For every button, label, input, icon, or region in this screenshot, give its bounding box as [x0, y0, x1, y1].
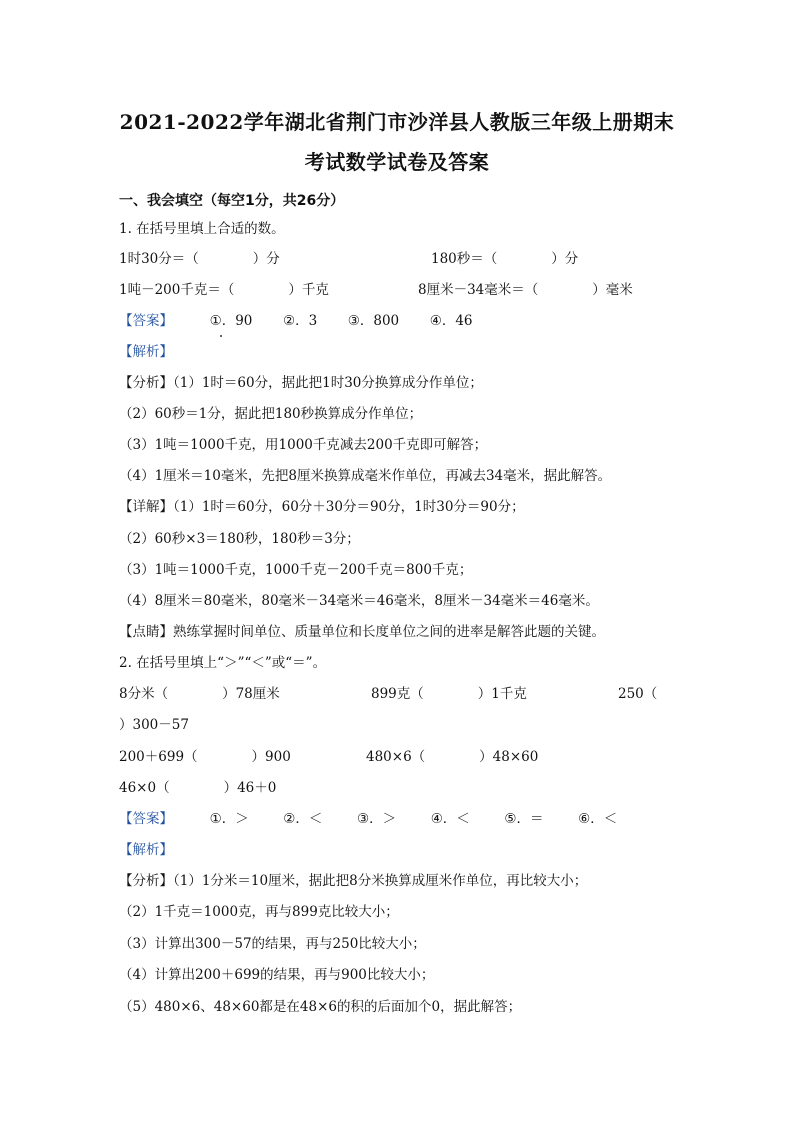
q2-item-5: 480×6（ ）48×60: [366, 749, 539, 765]
q2-answer-row: [119, 810, 617, 828]
answer-tag: 【答案】: [119, 313, 173, 329]
question-2-prompt: 2. 在括号里填上“＞”“＜”或“＝”。: [119, 655, 327, 671]
q1-fenxi-line-4: （4）1厘米＝10毫米，先把8厘米换算成毫米作单位，再减去34毫米，据此解答。: [119, 468, 612, 484]
q1-xiangjie-line-1: [119, 498, 525, 516]
q1-answer-1: ①．90: [209, 313, 253, 329]
q2-fenxi-line-3: （3）计算出300－57的结果，再与250比较大小；: [119, 936, 426, 952]
q1-answer-3: ③．800: [347, 313, 400, 329]
q2-fenxi-line-1: [119, 872, 587, 890]
q1-dianjing-text: 熟练掌握时间单位、质量单位和长度单位之间的进率是解答此题的关键。: [173, 624, 605, 640]
q1-analysis-tag: 【解析】: [119, 344, 173, 360]
q1-xiangjie-text-1: （1）1时＝60分，60分＋30分＝90分，1时30分＝90分；: [173, 499, 525, 515]
q2-answer-1: ①．＞: [209, 811, 249, 827]
q2-fenxi-line-5: （5）480×6、48×60都是在48×6的积的后面加个0，据此解答；: [119, 999, 522, 1015]
q2-item-6: 46×0（ ）46＋0: [119, 780, 277, 796]
document-title-line1: 2021-2022学年湖北省荆门市沙洋县人教版三年级上册期末: [119, 110, 675, 134]
q2-item-3-end: ）300－57: [119, 717, 189, 733]
document-title-line2: 考试数学试卷及答案: [304, 150, 490, 174]
q2-answer-6: ⑥．＜: [578, 811, 618, 827]
q2-answer-2: ②．＜: [283, 811, 323, 827]
answer-tag: 【答案】: [119, 811, 173, 827]
q1-answer-2: ②．3: [282, 313, 318, 329]
q1-answer-row: [119, 312, 473, 330]
q1-fenxi-line-2: （2）60秒＝1分，据此把180秒换算成分作单位；: [119, 406, 423, 422]
q2-answer-5: ⑤．＝: [504, 811, 544, 827]
xiangjie-tag: 【详解】: [119, 499, 173, 515]
q1-item-4: 8厘米－34毫米＝（ ）毫米: [418, 282, 633, 298]
section-heading: 一、我会填空（每空1分，共26分）: [119, 193, 345, 209]
q1-fenxi-text-1: （1）1时＝60分，据此把1时30分换算成分作单位；: [173, 375, 483, 391]
q2-item-2: 899克（ ）1千克: [371, 686, 527, 702]
q1-xiangjie-line-4: （4）8厘米＝80毫米，80毫米－34毫米＝46毫米，8厘米－34毫米＝46毫米。: [119, 593, 599, 609]
q1-xiangjie-line-2: （2）60秒×3＝180秒，180秒＝3分；: [119, 531, 360, 547]
q2-item-4: 200＋699（ ）900: [119, 749, 291, 765]
q2-fenxi-line-2: （2）1千克＝1000克，再与899克比较大小；: [119, 904, 399, 920]
q2-fenxi-line-4: （4）计算出200＋699的结果，再与900比较大小；: [119, 967, 435, 983]
fenxi-tag: 【分析】: [119, 873, 173, 889]
q2-item-1: 8分米（ ）78厘米: [119, 686, 280, 702]
question-1-prompt: 1. 在括号里填上合适的数。: [119, 221, 285, 237]
q1-answer-4: ④．46: [429, 313, 473, 329]
dianjing-tag: 【点睛】: [119, 624, 173, 640]
fenxi-tag: 【分析】: [119, 375, 173, 391]
q2-answer-3: ③．＞: [357, 811, 397, 827]
q2-fenxi-text-1: （1）1分米＝10厘米，据此把8分米换算成厘米作单位，再比较大小；: [173, 873, 588, 889]
q2-item-3-start: 250（: [618, 686, 658, 702]
q1-item-3: 1吨－200千克＝（ ）千克: [119, 282, 329, 298]
q1-fenxi-line-1: [119, 374, 483, 392]
q1-item-1: 1时30分＝（ ）分: [119, 251, 280, 267]
q1-fenxi-line-3: （3）1吨＝1000千克，用1000千克减去200千克即可解答；: [119, 437, 488, 453]
q1-item-2: 180秒＝（ ）分: [431, 251, 579, 267]
stray-dot: [220, 335, 222, 337]
q1-xiangjie-line-3: （3）1吨＝1000千克，1000千克－200千克＝800千克；: [119, 562, 473, 578]
q2-answer-4: ④．＜: [430, 811, 470, 827]
q2-analysis-tag: 【解析】: [119, 842, 173, 858]
q1-dianjing-line: [119, 623, 605, 641]
